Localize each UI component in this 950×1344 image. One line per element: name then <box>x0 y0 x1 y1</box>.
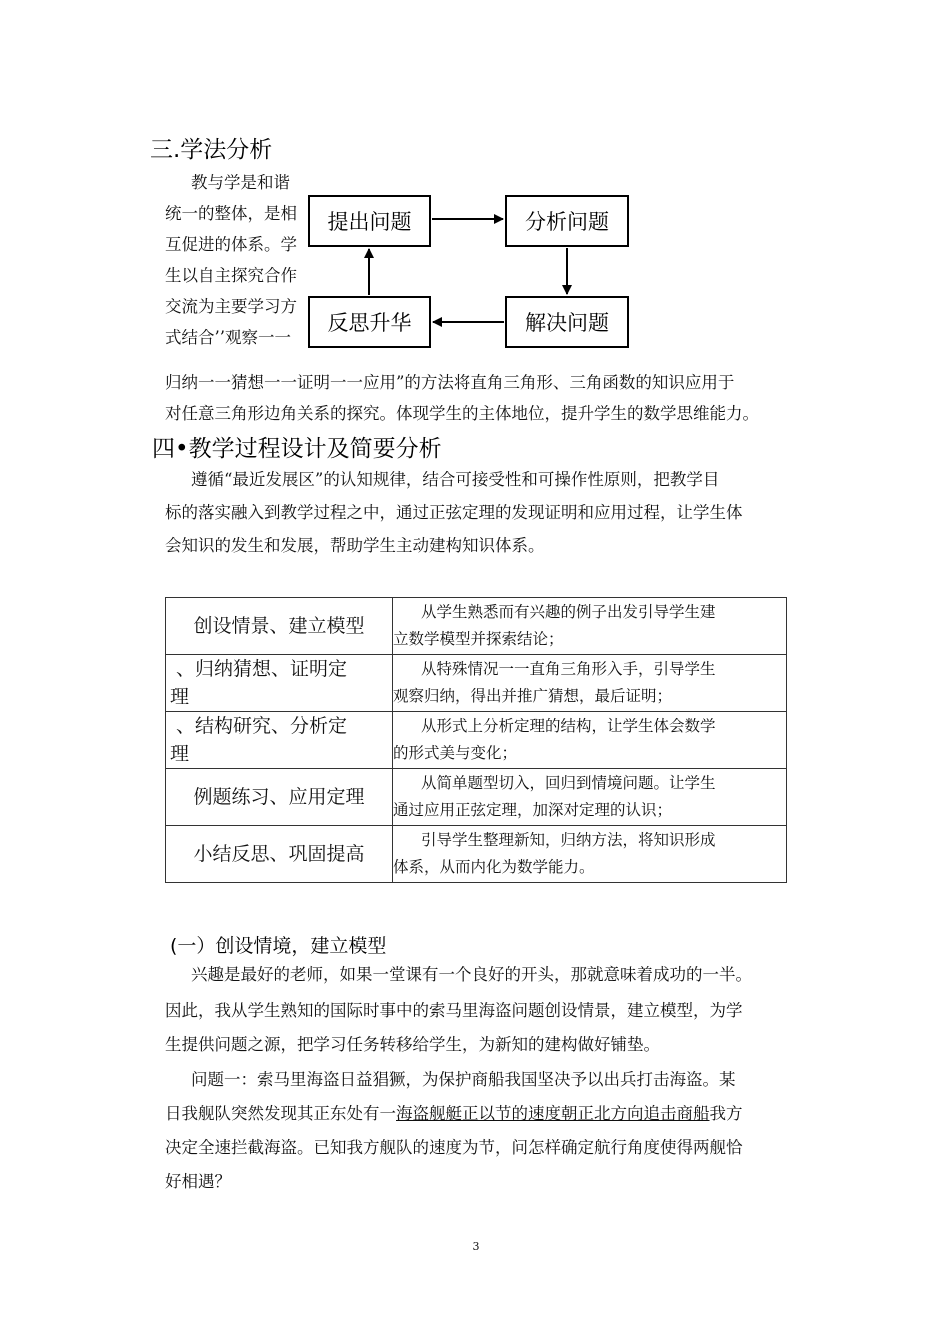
paragraph-line: 好相遇？ <box>165 1172 231 1191</box>
desc-line: 体系，从而内化为数学能力。 <box>393 858 595 876</box>
paragraph-line <box>165 1098 743 1129</box>
page-number: 3 <box>472 1240 480 1253</box>
desc-line: 从简单题型切入，回归到情境问题。让学生 <box>421 774 716 792</box>
flow-box-solve-question: 解决问题 <box>505 296 629 348</box>
underlined-text: 海盗舰艇正以节的速度朝正北方向追击商船 <box>396 1104 710 1123</box>
paragraph-line: 问题一：索马里海盗日益猖獗，为保护商船我国坚决予以出兵打击海盗。某 <box>191 1070 736 1089</box>
table-row <box>166 598 787 655</box>
section-heading-4: 四•教学过程设计及简要分析 <box>152 436 442 462</box>
step-cell <box>166 826 393 883</box>
paragraph-line: 标的落实融入到教学过程之中，通过正弦定理的发现证明和应用过程，让学生体 <box>165 503 743 522</box>
text-run: 我方 <box>709 1104 743 1123</box>
desc-cell <box>393 769 787 826</box>
desc-line: 引导学生整理新知，归纳方法，将知识形成 <box>421 831 716 849</box>
desc-line: 从形式上分析定理的结构，让学生体会数学 <box>421 717 716 735</box>
step-label: 小结反思、巩固提高 <box>193 843 365 865</box>
paragraph-line: 决定全速拦截海盗。已知我方舰队的速度为节，问怎样确定航行角度使得两舰恰 <box>165 1138 743 1157</box>
desc-line: 从学生熟悉而有兴趣的例子出发引导学生建 <box>421 603 716 621</box>
step-label: 例题练习、应用定理 <box>193 786 365 808</box>
paragraph-line: 对任意三角形边角关系的探究。体现学生的主体地位，提升学生的数学思维能力。 <box>165 404 759 423</box>
flow-box-pose-question: 提出问题 <box>308 195 431 247</box>
table-row <box>166 826 787 883</box>
flow-box-reflect: 反思升华 <box>308 296 431 348</box>
desc-cell <box>393 655 787 712</box>
text-run: 日我舰队突然发现其正东处有一 <box>165 1104 396 1123</box>
paragraph-line: 统一的整体，是相 <box>165 204 297 223</box>
table-row <box>166 712 787 769</box>
paragraph-line: 式结合’’观察一一 <box>165 328 291 347</box>
desc-line: 立数学模型并探索结论； <box>393 630 564 648</box>
step-cell <box>166 769 393 826</box>
subsection-heading: (一）创设情境，建立模型 <box>170 935 387 957</box>
paragraph-line: 会知识的发生和发展，帮助学生主动建构知识体系。 <box>165 536 545 555</box>
paragraph-line: 生以自主探究合作 <box>165 266 297 285</box>
paragraph-line: 遵循“最近发展区”的认知规律，结合可接受性和可操作性原则，把教学目 <box>191 470 720 489</box>
paragraph-line: 归纳一一猜想一一证明一一应用”的方法将直角三角形、三角函数的知识应用于 <box>165 373 735 392</box>
flow-arrows <box>0 0 950 400</box>
step-label: 理 <box>170 743 190 765</box>
desc-cell <box>393 712 787 769</box>
paragraph-line: 生提供问题之源，把学习任务转移给学生，为新知的建构做好铺垫。 <box>165 1035 660 1054</box>
paragraph-line: 教与学是和谐 <box>191 173 290 192</box>
paragraph-line: 兴趣是最好的老师，如果一堂课有一个良好的开头，那就意味着成功的一半。 <box>191 965 752 984</box>
step-label: 创设情景、建立模型 <box>193 615 365 637</box>
teaching-steps-table <box>165 597 787 883</box>
step-cell <box>166 712 393 769</box>
desc-line: 通过应用正弦定理，加深对定理的认识； <box>393 801 673 819</box>
section-heading-3: 三.学法分析 <box>150 137 273 163</box>
desc-cell <box>393 598 787 655</box>
paragraph-line: 因此，我从学生熟知的国际时事中的索马里海盗问题创设情景，建立模型，为学 <box>165 1001 743 1020</box>
paragraph-line: 互促进的体系。学 <box>165 235 297 254</box>
paragraph-line: 交流为主要学习方 <box>165 297 297 316</box>
desc-line: 的形式美与变化； <box>393 744 518 762</box>
step-cell <box>166 655 393 712</box>
step-label: 、归纳猜想、证明定 <box>176 658 348 680</box>
desc-cell <box>393 826 787 883</box>
step-label: 理 <box>170 686 190 708</box>
step-cell <box>166 598 393 655</box>
desc-line: 从特殊情况一一直角三角形入手，引导学生 <box>421 660 716 678</box>
flow-box-analyze-question: 分析问题 <box>505 195 629 247</box>
table-row <box>166 769 787 826</box>
table-row <box>166 655 787 712</box>
desc-line: 观察归纳，得出并推广猜想，最后证明； <box>393 687 673 705</box>
step-label: 、结构研究、分析定 <box>176 715 348 737</box>
